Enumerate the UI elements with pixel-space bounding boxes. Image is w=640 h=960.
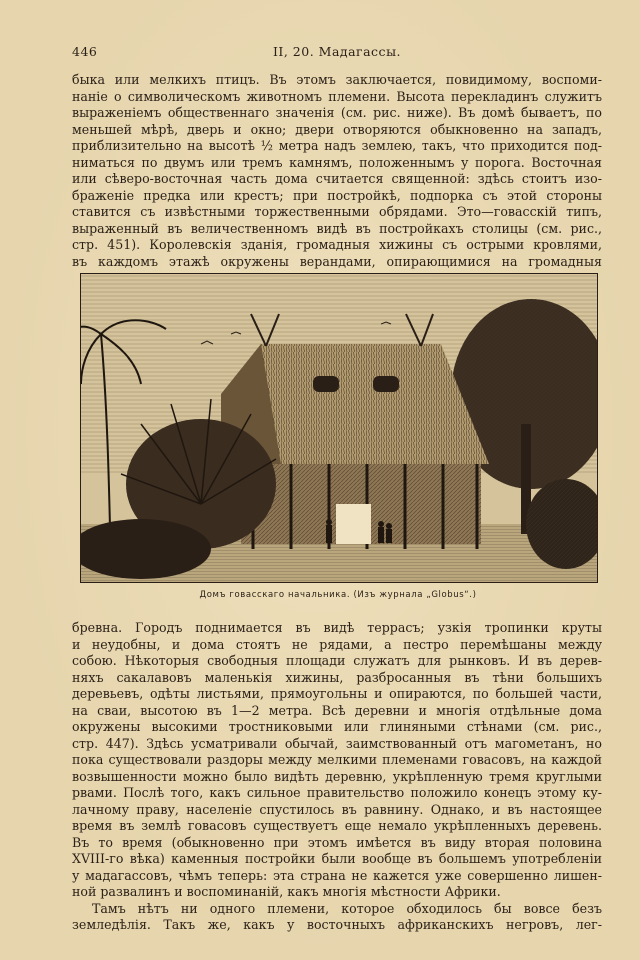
text-line: собою. Нѣкоторыя свободныя площади служатъ для рынковъ. И въ дерев- <box>72 653 602 668</box>
text-line: пока существовали раздоры между мелкими племенами говасовъ, на каждой <box>72 752 602 767</box>
text-line: приблизительно на высотѣ ½ метра надъ землею, такъ, что приходится под- <box>72 138 602 153</box>
text-line: окружены высокими тростниковыми или глиняными стѣнами (см. рис., <box>72 719 602 734</box>
paragraph-top <box>72 72 602 270</box>
text-line: няхъ сакалавовъ маленькія хижины, разбросанныя въ тѣни большихъ <box>72 669 602 685</box>
text-line: стр. 451). Королевскія зданія, громадныя хижины съ острыми кровлями, <box>72 237 602 252</box>
text-line: возвышенности можно было видѣть деревню, укрѣпленную тремя круглыми <box>72 768 602 784</box>
text-line: меньшей мѣрѣ, дверь и окно; двери отворяются обыкновенно на западъ, <box>72 121 602 137</box>
text-line: XVIII-го вѣка) каменныя постройки были вообще въ большемъ употребленіи <box>72 851 602 866</box>
text-line: бревна. Городъ поднимается въ видѣ террасъ; узкія тропинки круты <box>72 620 602 635</box>
running-head: II, 20. Мадагассы. <box>272 44 401 59</box>
text-line: земледѣлія. Такъ же, какъ у восточныхъ африканскихъ негровъ, лег- <box>72 917 602 932</box>
text-line: ной развалинъ и воспоминаній, какъ многія мѣстности Африки. <box>72 884 501 899</box>
text-line: быка или мелкихъ птицъ. Въ этомъ заключается, повидимому, воспоми- <box>72 72 602 87</box>
text-line: у мадагассовъ, чѣмъ теперь: эта страна не кажется уже совершенно лишен- <box>72 867 602 883</box>
text-line: Въ то время (обыкновенно при этомъ имѣется въ виду вторая половина <box>72 834 602 850</box>
engraving-illustration <box>80 273 598 583</box>
text-line: Тамъ нѣтъ ни одного племени, которое обходилось бы вовсе безъ <box>92 900 602 916</box>
text-line: рвами. Послѣ того, какъ сильное правительство положило конецъ этому ку- <box>72 785 602 800</box>
text-line: ставится съ извѣстными торжественными обрядами. Это—говасскій типъ, <box>72 204 602 219</box>
figure-caption: Домъ говасскаго начальника. (Изъ журнала „Globus“.) <box>199 590 477 600</box>
page-number: 446 <box>72 44 98 59</box>
text-line: и неудобны, и дома стоятъ не рядами, а пестро перемѣшаны между <box>72 636 602 652</box>
text-line: стр. 447). Здѣсь усматривали обычай, заимствованный отъ магометанъ, но <box>72 735 602 751</box>
text-line: лачному праву, населеніе спустилось въ равнину. Однако, и въ настоящее <box>72 801 602 817</box>
text-line: или сѣверо-восточная часть дома считается священной: здѣсь стоитъ изо- <box>72 171 602 186</box>
text-line: на сваи, высотою въ 1—2 метра. Всѣ деревни и многія отдѣльные дома <box>72 702 602 718</box>
text-line: браженіе предка или крестъ; при постройкѣ, подпорка съ этой стороны <box>72 187 602 203</box>
text-line: выраженный въ величественномъ видѣ въ постройкахъ столицы (см. рис., <box>72 220 602 236</box>
text-line: ниматься по двумъ или тремъ камнямъ, положеннымъ у порога. Восточная <box>72 154 602 170</box>
text-line: выраженіемъ общественнаго значенія (см. рис. ниже). Въ домѣ бываетъ, по <box>72 105 602 120</box>
text-line: время въ землѣ говасовъ существуетъ еще немало укрѣпленныхъ деревень. <box>72 818 602 833</box>
text-line: деревьевъ, одѣты листьями, прямоугольны и опираются, по большей части, <box>72 686 602 701</box>
text-line: въ каждомъ этажѣ окружены верандами, опирающимися на громадныя <box>72 253 602 269</box>
paragraph-bottom <box>72 620 602 934</box>
text-line: наніе о символическомъ животномъ племени. Высота перекладинъ служитъ <box>72 88 602 104</box>
